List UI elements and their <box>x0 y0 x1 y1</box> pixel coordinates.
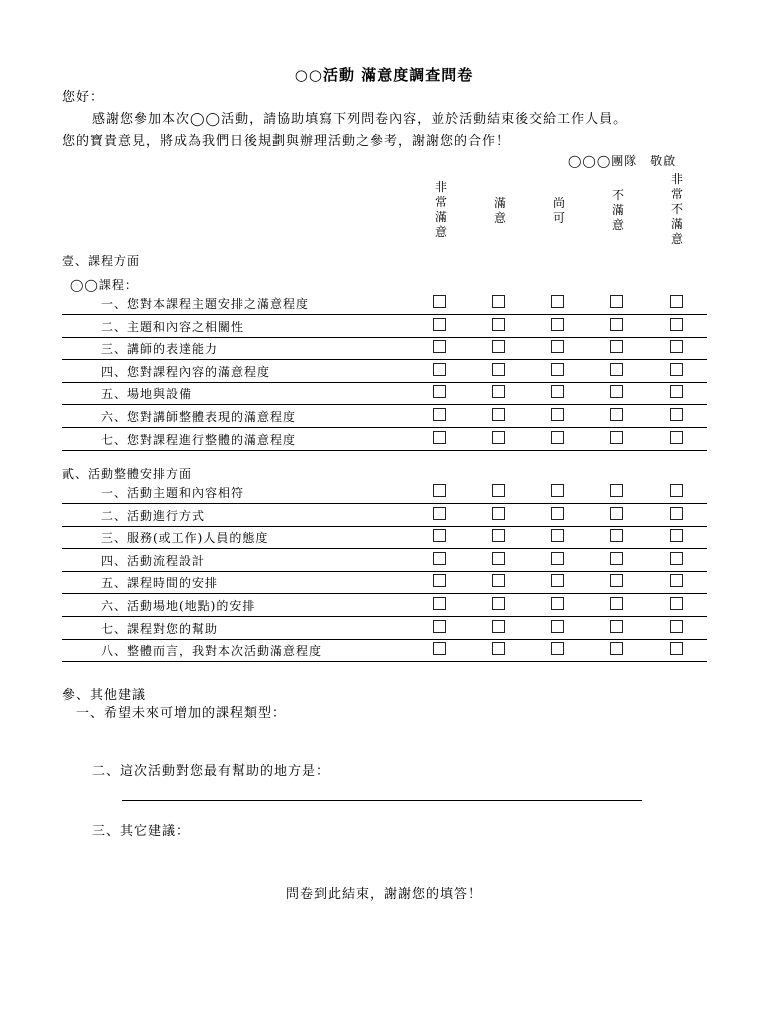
rating-checkbox[interactable] <box>433 642 446 655</box>
rating-checkbox[interactable] <box>492 642 505 655</box>
rating-checkbox[interactable] <box>610 318 623 331</box>
rating-checkbox[interactable] <box>551 363 564 376</box>
column-header-very-dissatisfied: 非 常 不 滿 意 <box>670 172 683 246</box>
table-row <box>62 594 707 617</box>
table-row <box>62 360 707 383</box>
rating-checkbox[interactable] <box>670 484 683 497</box>
table-row <box>62 571 707 594</box>
suggestion-q1: 一、希望未來可增加的課程類型： <box>76 706 287 721</box>
rating-checkbox[interactable] <box>492 295 505 308</box>
table-row <box>62 405 707 428</box>
section1-heading: 壹、課程方面 <box>62 254 141 268</box>
rating-checkbox[interactable] <box>670 507 683 520</box>
rating-checkbox[interactable] <box>610 340 623 353</box>
rating-checkbox[interactable] <box>610 484 623 497</box>
question-label: 四、您對課程內容的滿意程度 <box>101 364 271 379</box>
rating-checkbox[interactable] <box>433 340 446 353</box>
rating-checkbox[interactable] <box>433 385 446 398</box>
rating-checkbox[interactable] <box>433 507 446 520</box>
table-row <box>62 481 707 504</box>
table-row <box>62 428 707 451</box>
question-label: 五、場地與設備 <box>101 387 193 402</box>
rating-checkbox[interactable] <box>492 431 505 444</box>
table-row <box>62 382 707 405</box>
rating-checkbox[interactable] <box>492 597 505 610</box>
question-label: 二、主題和內容之相關性 <box>101 319 245 334</box>
intro-line-1: 感謝您參加本次◯◯活動，請協助填寫下列問卷內容，並於活動結束後交給工作人員。 <box>92 112 628 127</box>
question-label: 一、活動主題和內容相符 <box>101 486 245 500</box>
rating-checkbox[interactable] <box>433 318 446 331</box>
greeting: 您好： <box>62 90 105 105</box>
table-row <box>62 315 707 338</box>
rating-checkbox[interactable] <box>610 363 623 376</box>
rating-checkbox[interactable] <box>551 642 564 655</box>
rating-checkbox[interactable] <box>670 529 683 542</box>
question-label: 七、您對課程進行整體的滿意程度 <box>101 432 297 447</box>
rating-checkbox[interactable] <box>492 318 505 331</box>
rating-checkbox[interactable] <box>433 574 446 587</box>
rating-checkbox[interactable] <box>551 431 564 444</box>
suggestion-q2: 二、這次活動對您最有幫助的地方是： <box>92 764 331 779</box>
rating-checkbox[interactable] <box>433 363 446 376</box>
rating-checkbox[interactable] <box>670 295 683 308</box>
rating-checkbox[interactable] <box>551 295 564 308</box>
rating-checkbox[interactable] <box>610 431 623 444</box>
rating-checkbox[interactable] <box>551 574 564 587</box>
rating-checkbox[interactable] <box>610 385 623 398</box>
intro-line-2: 您的寶貴意見，將成為我們日後規劃與辦理活動之參考，謝謝您的合作！ <box>62 134 511 149</box>
section1-subheading: ◯◯課程： <box>70 278 138 292</box>
rating-checkbox[interactable] <box>610 408 623 421</box>
rating-checkbox[interactable] <box>433 484 446 497</box>
table-row <box>62 504 707 527</box>
table-row <box>62 549 707 572</box>
rating-checkbox[interactable] <box>610 574 623 587</box>
rating-checkbox[interactable] <box>670 642 683 655</box>
rating-checkbox[interactable] <box>610 507 623 520</box>
rating-checkbox[interactable] <box>492 484 505 497</box>
rating-checkbox[interactable] <box>670 431 683 444</box>
rating-checkbox[interactable] <box>492 574 505 587</box>
rating-checkbox[interactable] <box>610 295 623 308</box>
table-row <box>62 639 707 662</box>
table-row <box>62 526 707 549</box>
rating-checkbox[interactable] <box>551 340 564 353</box>
column-header-very-satisfied: 非 常 滿 意 <box>434 180 447 239</box>
rating-checkbox[interactable] <box>551 484 564 497</box>
column-header-satisfied: 滿 意 <box>493 196 506 225</box>
closing-text: 問卷到此結束，謝謝您的填答！ <box>285 887 482 902</box>
rating-checkbox[interactable] <box>551 597 564 610</box>
rating-checkbox[interactable] <box>610 597 623 610</box>
rating-checkbox[interactable] <box>433 529 446 542</box>
question-label: 五、課程時間的安排 <box>101 576 219 591</box>
column-header-fair: 尚 可 <box>552 196 565 225</box>
rating-checkbox[interactable] <box>433 552 446 565</box>
question-label: 四、活動流程設計 <box>101 553 206 568</box>
rating-checkbox[interactable] <box>551 552 564 565</box>
rating-checkbox[interactable] <box>492 529 505 542</box>
rating-checkbox[interactable] <box>610 529 623 542</box>
rating-checkbox[interactable] <box>670 408 683 421</box>
table-row <box>62 292 707 315</box>
rating-checkbox[interactable] <box>433 620 446 633</box>
question-label: 八、整體而言，我對本次活動滿意程度 <box>101 644 323 659</box>
question-label: 一、您對本課程主題安排之滿意程度 <box>101 297 310 311</box>
section2-heading: 貳、活動整體安排方面 <box>62 467 193 481</box>
rating-checkbox[interactable] <box>492 408 505 421</box>
rating-checkbox[interactable] <box>492 620 505 633</box>
question-label: 二、活動進行方式 <box>101 508 206 523</box>
rating-checkbox[interactable] <box>670 620 683 633</box>
rating-checkbox[interactable] <box>670 385 683 398</box>
question-label: 三、服務(或工作)人員的態度 <box>101 531 269 546</box>
table-row <box>62 337 707 360</box>
question-label: 七、課程對您的幫助 <box>101 621 219 636</box>
table-row <box>62 617 707 640</box>
answer-line[interactable] <box>122 800 642 801</box>
signature: ◯◯◯團隊 敬啟 <box>568 154 677 168</box>
rating-checkbox[interactable] <box>492 385 505 398</box>
rating-checkbox[interactable] <box>551 620 564 633</box>
rating-checkbox[interactable] <box>492 552 505 565</box>
rating-checkbox[interactable] <box>492 507 505 520</box>
rating-checkbox[interactable] <box>551 408 564 421</box>
question-label: 六、活動場地(地點)的安排 <box>101 599 256 613</box>
rating-checkbox[interactable] <box>551 385 564 398</box>
section3-heading: 參、其他建議 <box>62 688 147 703</box>
rating-checkbox[interactable] <box>610 620 623 633</box>
rating-checkbox[interactable] <box>433 295 446 308</box>
rating-checkbox[interactable] <box>670 597 683 610</box>
rating-checkbox[interactable] <box>433 597 446 610</box>
rating-checkbox[interactable] <box>551 529 564 542</box>
page-title: ○○活動 滿意度調查問卷 <box>294 66 474 84</box>
question-label: 三、講師的表達能力 <box>101 342 219 357</box>
rating-checkbox[interactable] <box>492 363 505 376</box>
rating-checkbox[interactable] <box>670 318 683 331</box>
column-header-dissatisfied: 不 滿 意 <box>611 188 624 232</box>
suggestion-q3: 三、其它建議： <box>92 824 191 839</box>
rating-checkbox[interactable] <box>551 318 564 331</box>
rating-checkbox[interactable] <box>670 363 683 376</box>
rating-checkbox[interactable] <box>670 552 683 565</box>
rating-checkbox[interactable] <box>670 574 683 587</box>
question-label: 六、您對講師整體表現的滿意程度 <box>101 410 297 424</box>
rating-checkbox[interactable] <box>492 340 505 353</box>
rating-checkbox[interactable] <box>433 431 446 444</box>
rating-checkbox[interactable] <box>670 340 683 353</box>
rating-checkbox[interactable] <box>551 507 564 520</box>
rating-checkbox[interactable] <box>433 408 446 421</box>
rating-checkbox[interactable] <box>610 642 623 655</box>
rating-checkbox[interactable] <box>610 552 623 565</box>
